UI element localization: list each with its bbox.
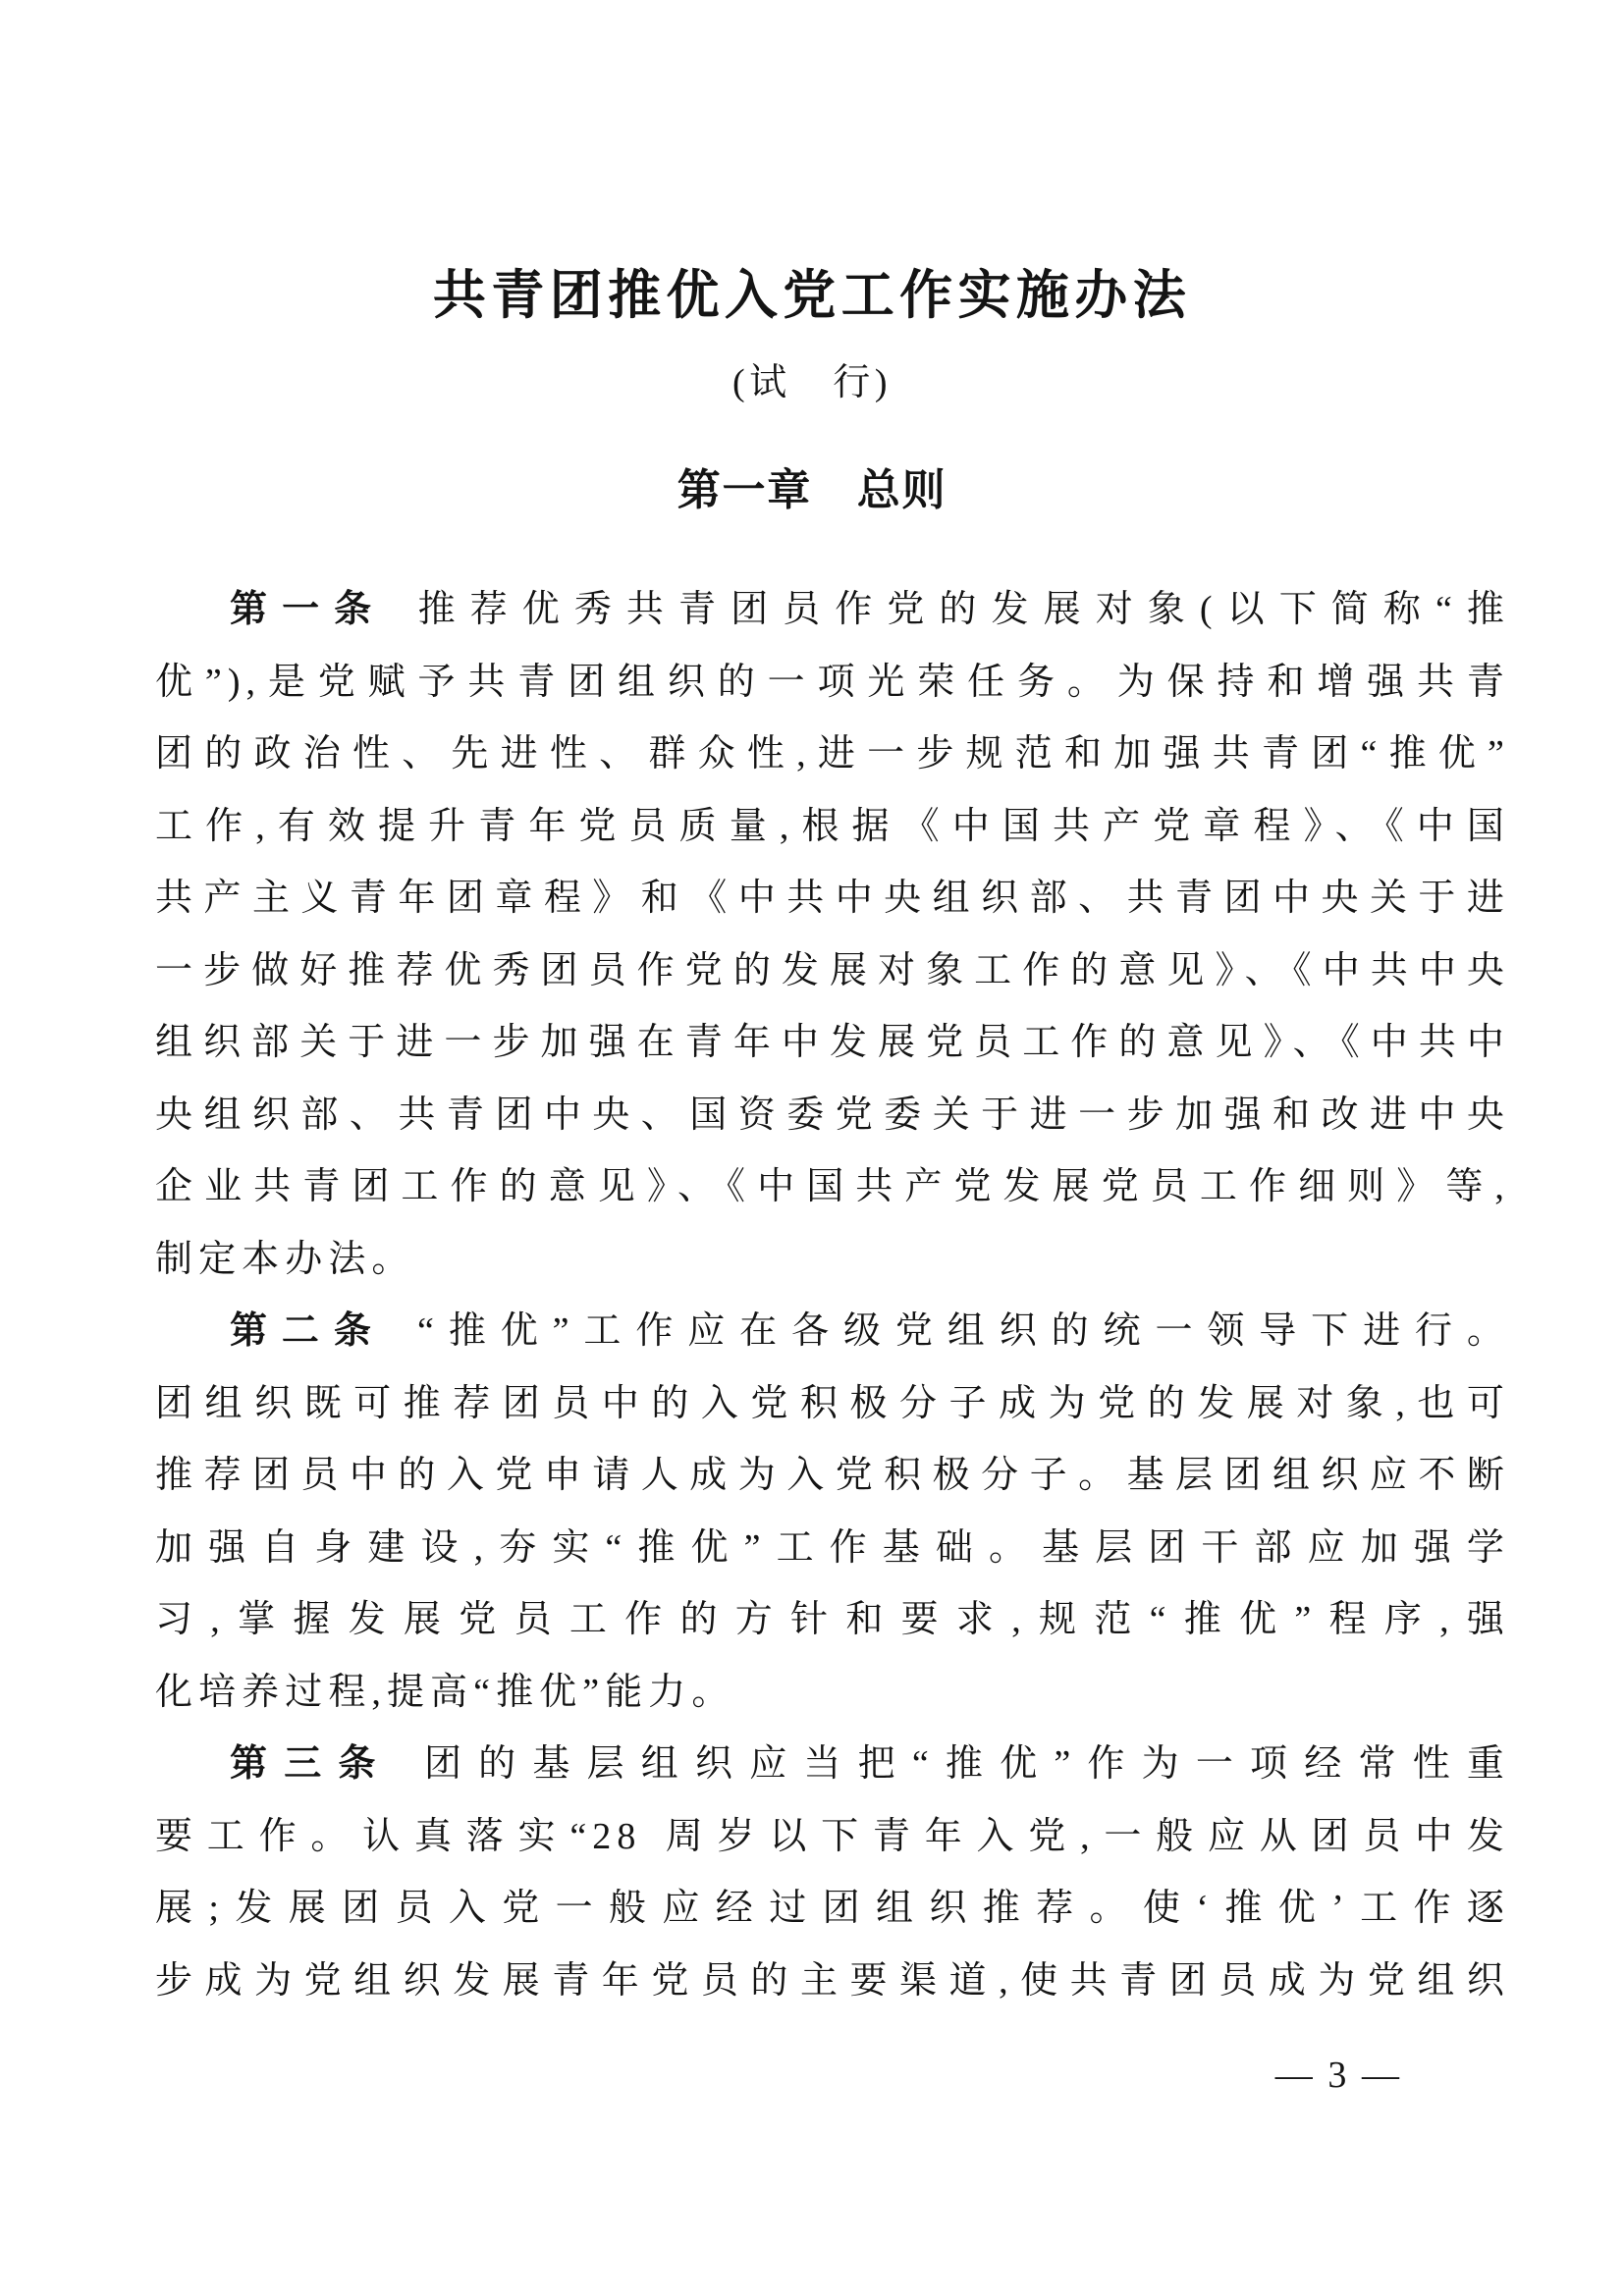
body-line: [155, 574, 1510, 647]
page-number: — 3 —: [1274, 2055, 1402, 2096]
body-line: 习,掌握发展党员工作的方针和要求,规范“推优”程序,强: [155, 1599, 1510, 1640]
body-line: 团组织既可推荐团员中的入党积极分子成为党的发展对象,也可: [155, 1382, 1510, 1424]
line-text: 团的基层组织应当把“推优”作为一项经常性重: [423, 1743, 1510, 1785]
article-label: 第二条: [230, 1310, 386, 1352]
body-line: [155, 1729, 1510, 1801]
line-text: “推优”工作应在各级党组织的统一领导下进行。: [417, 1310, 1511, 1352]
document-title: 共青团推优入党工作实施办法: [432, 266, 1192, 325]
document-body: [155, 574, 1510, 2017]
body-line: 共产主义青年团章程》和《中共中央组织部、共青团中央关于进: [155, 878, 1510, 919]
body-line: [155, 1296, 1510, 1368]
body-line: 组织部关于进一步加强在青年中发展党员工作的意见》、《中共中: [155, 1022, 1510, 1063]
body-line: 展;发展团员入党一般应经过团组织推荐。使‘推优’工作逐: [155, 1888, 1510, 1929]
body-line: 要工作。认真落实“28 周岁以下青年入党,一般应从团员中发: [155, 1815, 1510, 1857]
article-label: 第一条: [230, 589, 387, 630]
chapter-heading: 第一章 总则: [677, 466, 947, 514]
body-line: 制定本办法。: [155, 1238, 415, 1280]
body-line: 优”),是党赋予共青团组织的一项光荣任务。为保持和增强共青: [155, 661, 1510, 703]
body-line: 一步做好推荐优秀团员作党的发展对象工作的意见》、《中共中央: [155, 949, 1510, 991]
body-line: 团的政治性、先进性、群众性,进一步规范和加强共青团“推优”: [155, 733, 1510, 774]
body-line: 工作,有效提升青年党员质量,根据《中国共产党章程》、《中国: [155, 805, 1510, 847]
body-line: 央组织部、共青团中央、国资委党委关于进一步加强和改进中央: [155, 1094, 1510, 1136]
body-line: 化培养过程,提高“推优”能力。: [155, 1671, 735, 1713]
body-line: 推荐团员中的入党申请人成为入党积极分子。基层团组织应不断: [155, 1455, 1510, 1496]
body-line: 加强自身建设,夯实“推优”工作基础。基层团干部应加强学: [155, 1526, 1510, 1569]
body-line: 步成为党组织发展青年党员的主要渠道,使共青团员成为党组织: [155, 1959, 1510, 2002]
article-label: 第三条: [230, 1743, 393, 1785]
body-line: 企业共青团工作的意见》、《中国共产党发展党员工作细则》等,: [155, 1166, 1510, 1207]
document-subtitle: (试 行): [731, 362, 893, 403]
line-text: 推荐优秀共青团员作党的发展对象(以下简称“推: [417, 589, 1510, 630]
